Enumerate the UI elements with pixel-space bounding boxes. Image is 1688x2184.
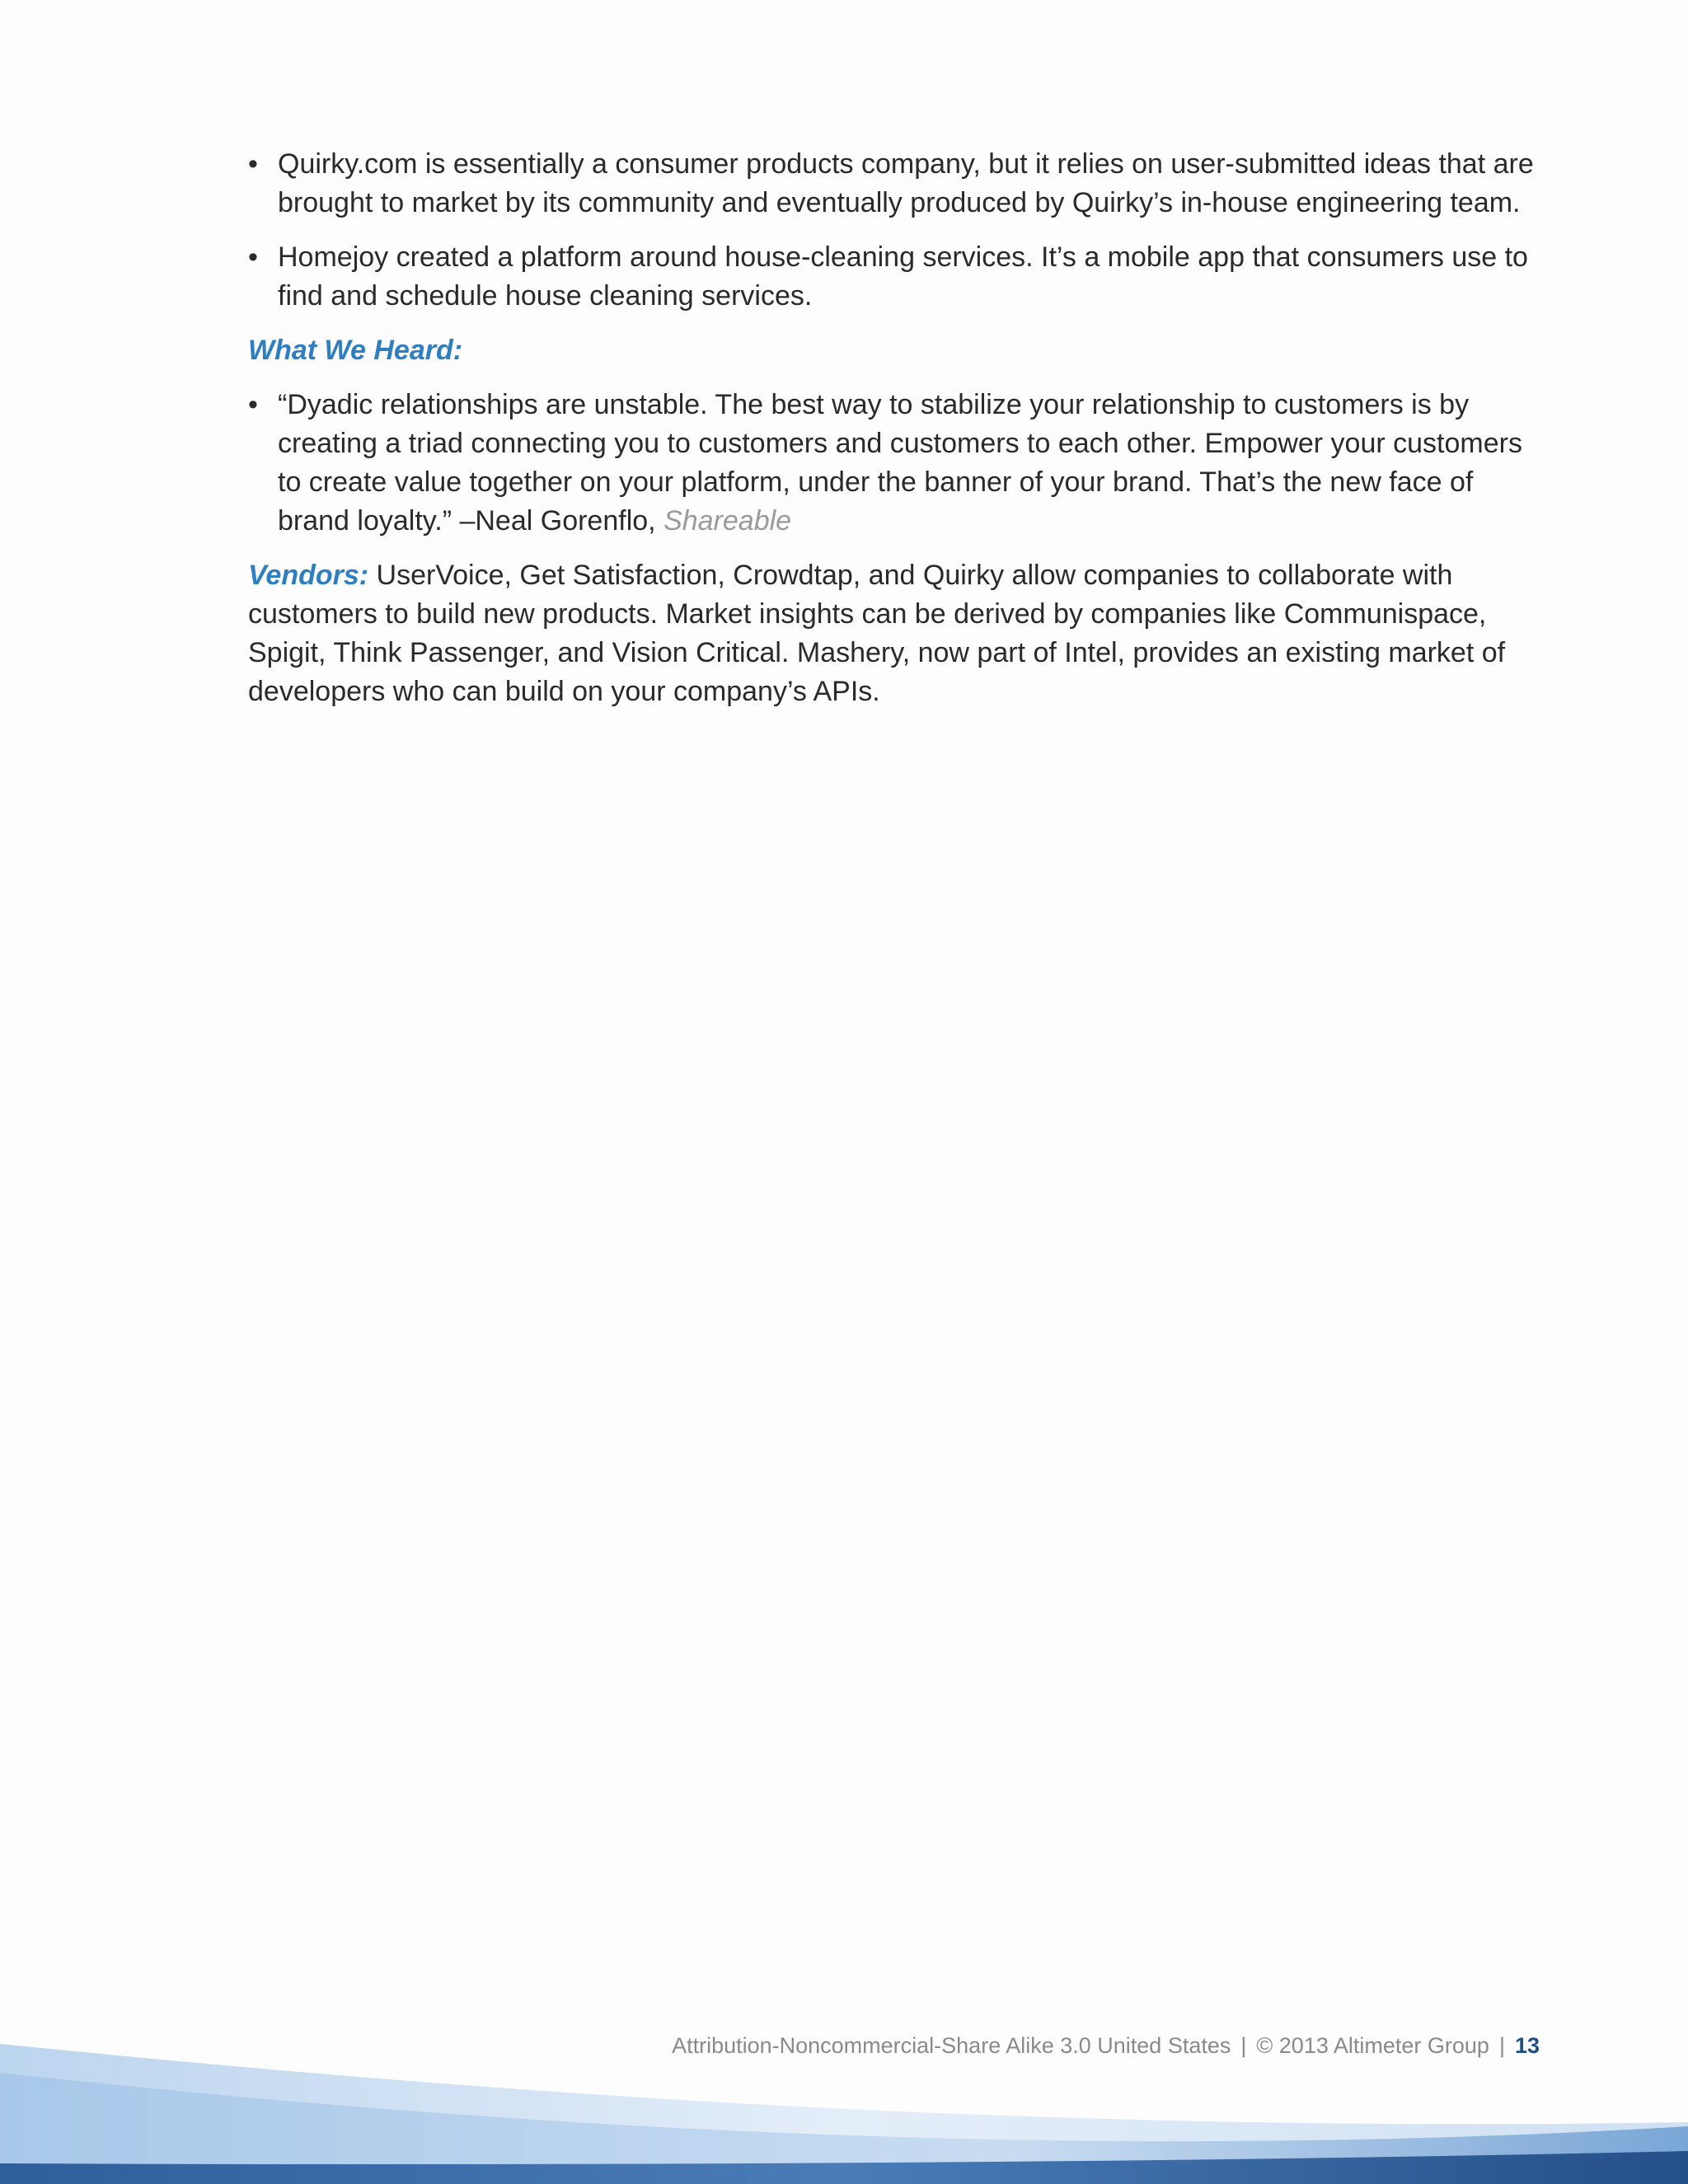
page-content	[248, 145, 1542, 711]
product-examples-list	[248, 145, 1542, 316]
vendors-label: Vendors:	[248, 560, 369, 591]
list-item	[248, 238, 1542, 316]
quote-list	[248, 386, 1542, 541]
license-text: Attribution-Noncommercial-Share Alike 3.0 United States	[672, 2033, 1231, 2058]
list-item	[248, 145, 1542, 223]
quote-item	[248, 386, 1542, 541]
list-item-text: Quirky.com is essentially a consumer products company, but it relies on user-submitted ideas that are brought to market by its community and eventually produced by Quirky’s in-house engineering team.	[278, 148, 1534, 218]
page-number: 13	[1514, 2033, 1540, 2058]
vendors-text: UserVoice, Get Satisfaction, Crowdtap, and Quirky allow companies to collaborate with customers to build new products. Market insights can be derived by companies like Communispace, Spigit, Think Passenger, and Vision Critical. Mashery, now part of Intel, provides an existing market of developers who can build on your company’s APIs.	[248, 560, 1506, 707]
quote-text: “Dyadic relationships are unstable. The best way to stabilize your relationship to customers is by creating a triad connecting you to customers and customers to each other. Empower your customers to create value together on your platform, under the banner of your brand. That’s the new face of brand loyalty.” –Neal Gorenflo,	[278, 389, 1522, 537]
copyright-text: © 2013 Altimeter Group	[1256, 2033, 1489, 2058]
list-item-text: Homejoy created a platform around house-cleaning services. It’s a mobile app that consumers use to find and schedule house cleaning services.	[278, 241, 1528, 312]
bullet-icon: •	[248, 389, 258, 420]
bullet-icon: •	[248, 148, 258, 180]
footer-wave-decoration	[0, 2027, 1688, 2184]
quote-source: Shareable	[663, 505, 792, 537]
footer-separator: |	[1240, 2033, 1247, 2058]
footer-separator: |	[1498, 2033, 1505, 2058]
what-we-heard-heading: What We Heard:	[248, 335, 463, 366]
vendors-paragraph	[248, 556, 1542, 711]
bullet-icon: •	[248, 241, 258, 273]
